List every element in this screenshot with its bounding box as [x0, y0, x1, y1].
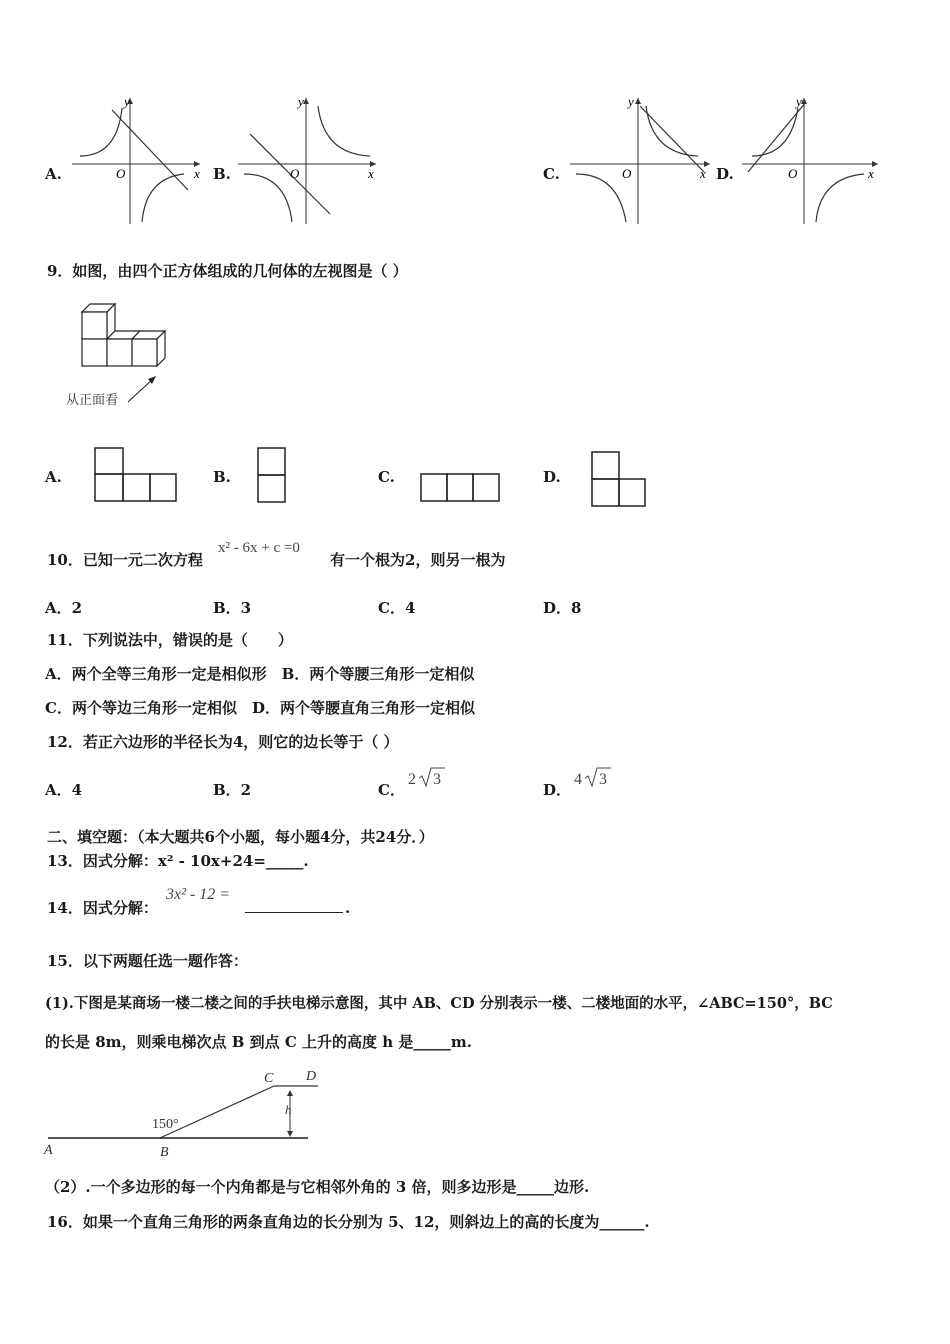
q12-option-c: C． — [378, 781, 405, 799]
q12-stem: 12．若正六边形的半径长为4，则它的边长等于（ ） — [47, 733, 399, 751]
q12-option-b: B．2 — [213, 781, 252, 799]
q8-graph-d — [742, 96, 880, 224]
q8-option-c-label: C. — [543, 165, 560, 183]
q10-option-a: A．2 — [45, 599, 83, 617]
q9-stem: 9．如图，由四个正方体组成的几何体的左视图是（ ） — [47, 262, 408, 280]
q9-option-b-figure — [256, 446, 288, 504]
q12-option-d-math — [573, 764, 613, 790]
svg-text:O: O — [116, 166, 126, 181]
q9-option-c-figure — [419, 472, 503, 504]
q9-option-a-label: A. — [45, 468, 62, 486]
q8-graph-a — [72, 96, 204, 224]
q14-answer-blank — [245, 912, 343, 913]
svg-text:2: 2 — [408, 771, 416, 788]
q10-stem-post: 有一个根为2，则另一根为 — [330, 551, 506, 569]
q9-option-c-label: C. — [378, 468, 395, 486]
svg-text:O: O — [290, 166, 300, 181]
q15-part1-line2: 的长是 8m，则乘电梯次点 B 到点 C 上升的高度 h 是_____m. — [45, 1033, 472, 1051]
svg-text:h: h — [285, 1102, 292, 1117]
q8-graph-c — [570, 96, 712, 224]
q14-expression: 3x² - 12 = — [166, 886, 231, 903]
svg-text:4: 4 — [574, 771, 582, 788]
q9-option-d-figure — [590, 450, 648, 508]
q9-option-d-label: D. — [543, 468, 561, 486]
q12-option-c-math — [407, 764, 447, 790]
q15-stem: 15．以下两题任选一题作答： — [47, 952, 248, 970]
svg-text:x: x — [368, 166, 374, 181]
svg-text:y: y — [628, 96, 634, 109]
q15-part1-line1: (1).下图是某商场一楼二楼之间的手扶电梯示意图，其中 AB、CD 分别表示一楼、二楼地面的水平，∠ABC=150°，BC — [45, 995, 833, 1012]
svg-text:B: B — [160, 1145, 169, 1160]
svg-text:y: y — [796, 96, 802, 109]
q14-stem: 14．因式分解： — [47, 899, 158, 917]
q9-caption: 从正面看 — [66, 393, 119, 408]
q10-option-b: B．3 — [213, 599, 252, 617]
q8-graph-b — [238, 96, 378, 224]
q11-options-line2: C．两个等边三角形一定相似 D．两个等腰直角三角形一定相似 — [45, 699, 475, 717]
svg-text:A: A — [44, 1143, 53, 1158]
q10-equation: x² - 6x + c =0 — [218, 540, 300, 556]
q9-option-b-label: B. — [213, 468, 231, 486]
svg-text:x: x — [700, 166, 706, 181]
q16-stem: 16．如果一个直角三角形的两条直角边的长分别为 5、12，则斜边上的高的长度为______. — [47, 1213, 650, 1231]
svg-text:O: O — [622, 166, 632, 181]
svg-text:O: O — [788, 166, 798, 181]
q14-end: . — [345, 899, 351, 917]
q8-option-b-label: B. — [213, 165, 231, 183]
svg-text:3: 3 — [433, 771, 441, 788]
q10-stem — [47, 551, 203, 569]
q8-option-a-label: A. — [45, 165, 62, 183]
q10-option-d: D．8 — [543, 599, 582, 617]
section-2-title: 二、填空题：（本大题共6个小题，每小题4分，共24分．） — [47, 828, 434, 846]
svg-text:D: D — [306, 1069, 317, 1084]
q15-part2: （2）.一个多边形的每一个内角都是与它相邻外角的 3 倍，则多边形是_____边形. — [45, 1178, 590, 1196]
q15-escalator-figure — [42, 1062, 328, 1162]
q13-stem: 13．因式分解：x² - 10x+24=_____. — [47, 852, 309, 870]
svg-text:3: 3 — [599, 771, 607, 788]
q11-stem: 11．下列说法中，错误的是（ ） — [47, 631, 293, 649]
svg-text:150°: 150° — [152, 1117, 179, 1132]
q12-option-d: D． — [543, 781, 572, 799]
svg-text:x: x — [868, 166, 874, 181]
svg-text:x: x — [194, 166, 200, 181]
svg-text:y: y — [124, 96, 130, 109]
q9-option-a-figure — [92, 446, 178, 504]
svg-text:C: C — [264, 1071, 274, 1086]
q10-option-c: C．4 — [378, 599, 416, 617]
q11-options-line1: A．两个全等三角形一定是相似形 B．两个等腰三角形一定相似 — [45, 665, 475, 683]
q10-stem-pre: 10．已知一元二次方程 — [47, 551, 203, 569]
svg-text:y: y — [298, 96, 304, 109]
q8-option-d-label: D. — [716, 165, 734, 183]
q12-option-a: A．4 — [45, 781, 83, 799]
